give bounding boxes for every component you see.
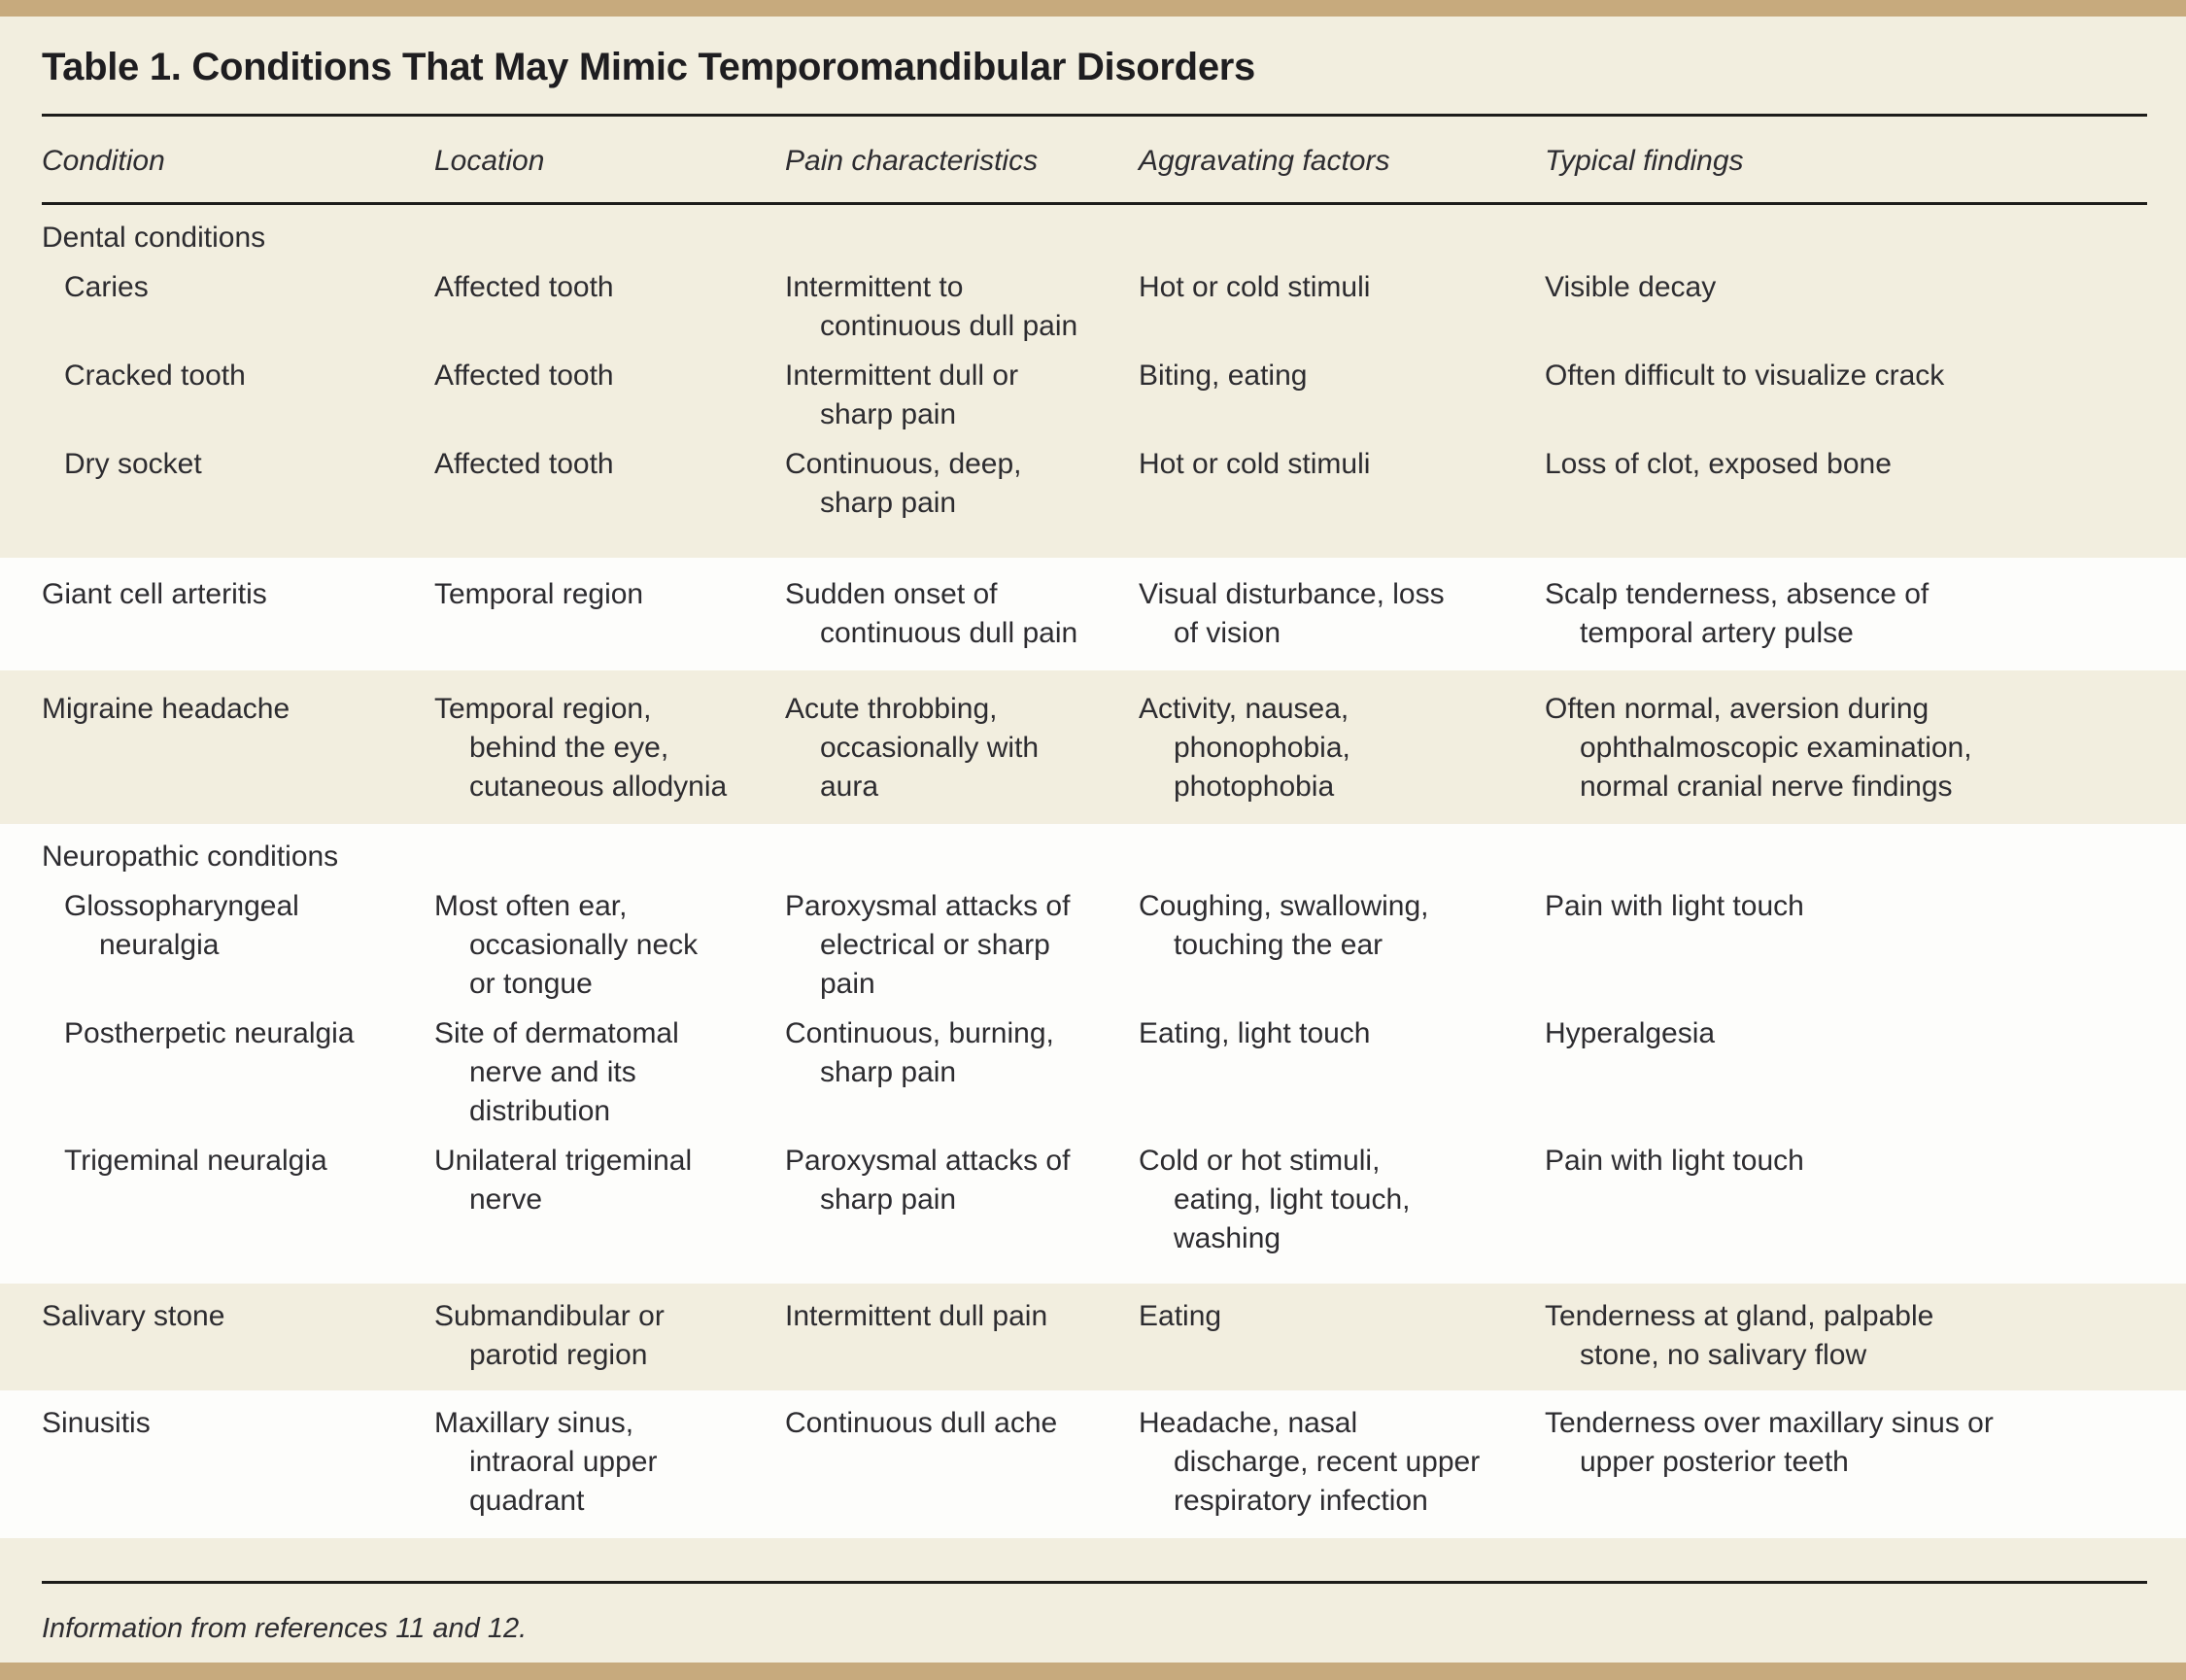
cell-aggravating-factors: Hot or cold stimuli: [1139, 448, 1371, 480]
cell-location: Temporal region, behind the eye, cutaneous allodynia: [434, 693, 728, 803]
cell-condition: Caries: [64, 271, 149, 303]
band-salivary-stone: [0, 1284, 2186, 1390]
table-title: Table 1. Conditions That May Mimic Temporomandibular Disorders: [42, 46, 1255, 88]
cell-typical-findings: Hyperalgesia: [1545, 1017, 1716, 1049]
cell-condition: Giant cell arteritis: [42, 578, 267, 610]
cell-location: Submandibular or parotid region: [434, 1300, 665, 1371]
column-header-location: Location: [434, 145, 545, 177]
cell-location: Unilateral trigeminal nerve: [434, 1145, 693, 1216]
cell-pain-characteristics: Intermittent dull pain: [785, 1300, 1048, 1332]
cell-condition: Dry socket: [64, 448, 202, 480]
cell-aggravating-factors: Visual disturbance, loss of vision: [1139, 578, 1445, 649]
cell-pain-characteristics: Acute throbbing, occasionally with aura: [785, 693, 1040, 803]
cell-location: Site of dermatomal nerve and its distribution: [434, 1017, 679, 1127]
table-row-trigeminal-neuralgia: [42, 1142, 2147, 1258]
cell-typical-findings: Tenderness over maxillary sinus or upper posterior teeth: [1545, 1407, 1994, 1478]
cell-pain-characteristics: Paroxysmal attacks of electrical or sharp pain: [785, 890, 1071, 1000]
cell-condition: Cracked tooth: [64, 360, 246, 392]
table-row-caries: [42, 268, 2147, 346]
column-header-row: [0, 117, 2186, 181]
table-row-migraine-headache: [42, 690, 2147, 806]
cell-pain-characteristics: Intermittent dull or sharp pain: [785, 360, 1019, 430]
cell-aggravating-factors: Hot or cold stimuli: [1139, 271, 1371, 303]
bottom-accent-bar: [0, 1663, 2186, 1680]
cell-aggravating-factors: Cold or hot stimuli, eating, light touch, washing: [1139, 1145, 1411, 1254]
cell-condition: Migraine headache: [42, 693, 290, 725]
cell-typical-findings: Pain with light touch: [1545, 1145, 1804, 1177]
column-header-condition: Condition: [42, 145, 165, 177]
cell-condition: Postherpetic neuralgia: [64, 1017, 355, 1049]
cell-location: Most often ear, occasionally neck or tongue: [434, 890, 699, 1000]
table-row-giant-cell-arteritis: [42, 575, 2147, 653]
table-header-band: [0, 17, 2186, 558]
cell-typical-findings: Pain with light touch: [1545, 890, 1804, 922]
cell-condition: Salivary stone: [42, 1300, 225, 1332]
group-label-dental-conditions: Dental conditions: [42, 222, 266, 254]
cell-typical-findings: Often normal, aversion during ophthalmoscopic examination, normal cranial nerve findings: [1545, 693, 1972, 803]
cell-typical-findings: Loss of clot, exposed bone: [1545, 448, 1892, 480]
table-footer: [0, 1538, 2186, 1663]
cell-location: Affected tooth: [434, 271, 614, 303]
column-header-typical-findings: Typical findings: [1545, 145, 1744, 177]
cell-pain-characteristics: Continuous, burning, sharp pain: [785, 1017, 1054, 1088]
cell-pain-characteristics: Continuous, deep, sharp pain: [785, 448, 1022, 519]
cell-location: Maxillary sinus, intraoral upper quadrant: [434, 1407, 658, 1517]
cell-location: Affected tooth: [434, 448, 614, 480]
table-row-sinusitis: [42, 1404, 2147, 1521]
table-row-salivary-stone: [42, 1297, 2147, 1375]
table-row-postherpetic-neuralgia: [42, 1014, 2147, 1131]
cell-condition: Trigeminal neuralgia: [64, 1145, 327, 1177]
cell-aggravating-factors: Headache, nasal discharge, recent upper respiratory infection: [1139, 1407, 1481, 1517]
cell-pain-characteristics: Paroxysmal attacks of sharp pain: [785, 1145, 1071, 1216]
band-migraine-headache: [0, 670, 2186, 824]
table-row-glossopharyngeal-neuralgia: [42, 887, 2147, 1004]
column-header-pain-characteristics: Pain characteristics: [785, 145, 1039, 177]
cell-typical-findings: Scalp tenderness, absence of temporal artery pulse: [1545, 578, 1930, 649]
group-label-neuropathic-conditions: Neuropathic conditions: [42, 840, 339, 873]
band-neuropathic-conditions: [0, 824, 2186, 1284]
column-header-aggravating-factors: Aggravating factors: [1139, 145, 1390, 177]
band-giant-cell-arteritis: [0, 558, 2186, 670]
cell-pain-characteristics: Intermittent to continuous dull pain: [785, 271, 1078, 342]
cell-condition: Sinusitis: [42, 1407, 151, 1439]
cell-condition: Glossopharyngeal neuralgia: [64, 890, 299, 961]
cell-aggravating-factors: Biting, eating: [1139, 360, 1308, 392]
cell-aggravating-factors: Eating: [1139, 1300, 1222, 1332]
cell-typical-findings: Visible decay: [1545, 271, 1717, 303]
cell-pain-characteristics: Sudden onset of continuous dull pain: [785, 578, 1078, 649]
cell-aggravating-factors: Activity, nausea, phonophobia, photophobia: [1139, 693, 1350, 803]
band-sinusitis: [0, 1390, 2186, 1538]
cell-aggravating-factors: Coughing, swallowing, touching the ear: [1139, 890, 1429, 961]
table-row-cracked-tooth: [42, 357, 2147, 434]
cell-aggravating-factors: Eating, light touch: [1139, 1017, 1371, 1049]
cell-location: Temporal region: [434, 578, 644, 610]
table-row-dry-socket: [42, 445, 2147, 523]
footnote: Information from references 11 and 12.: [42, 1613, 528, 1644]
cell-location: Affected tooth: [434, 360, 614, 392]
top-accent-bar: [0, 0, 2186, 17]
cell-typical-findings: Tenderness at gland, palpable stone, no salivary flow: [1545, 1300, 1934, 1371]
cell-typical-findings: Often difficult to visualize crack: [1545, 360, 1945, 392]
cell-pain-characteristics: Continuous dull ache: [785, 1407, 1058, 1439]
